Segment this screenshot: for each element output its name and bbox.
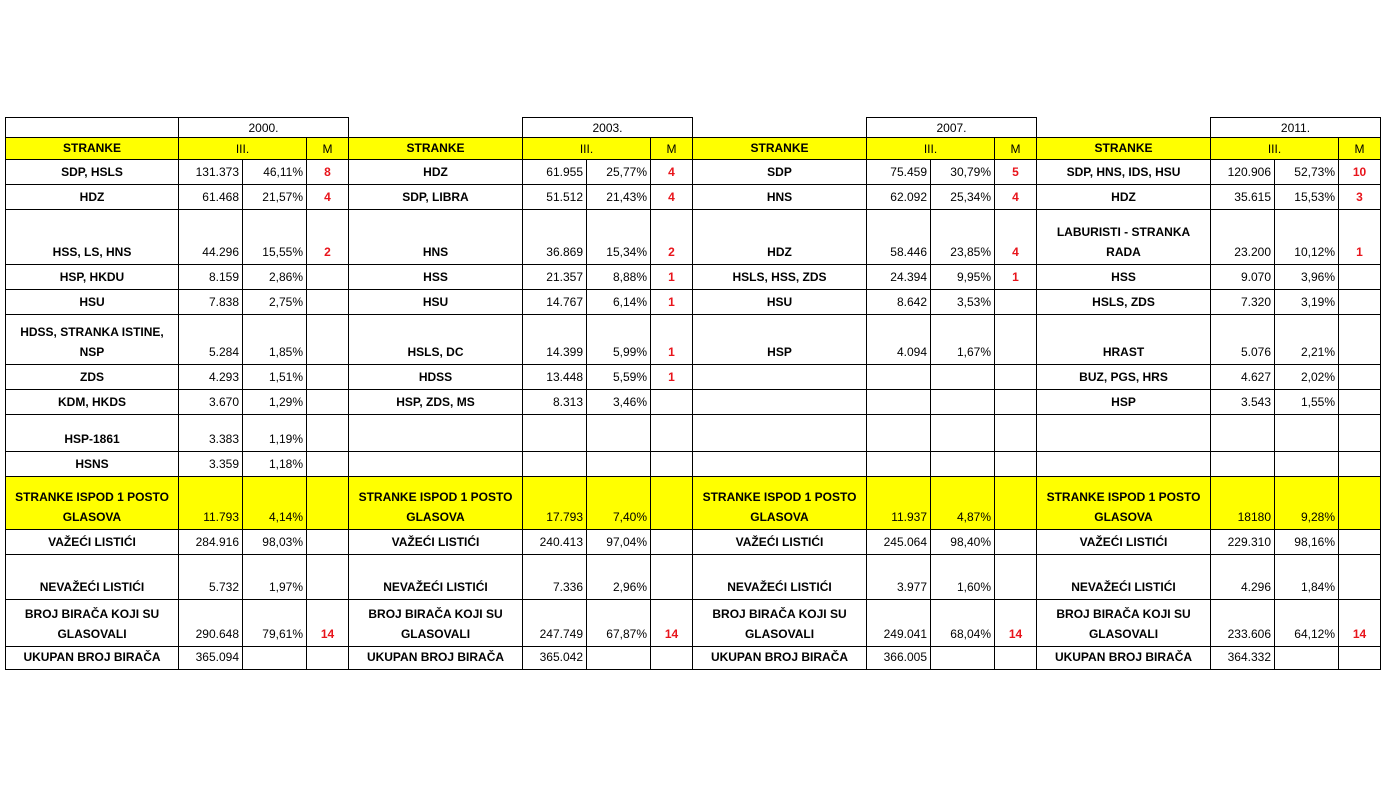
summary-below-label: STRANKE ISPOD 1 POSTO GLASOVA: [1037, 477, 1211, 530]
party-percent: 21,57%: [243, 185, 307, 210]
summary-valid-label: VAŽEĆI LISTIĆI: [1037, 530, 1211, 555]
party-seats: [1339, 290, 1381, 315]
party-percent: 10,12%: [1275, 210, 1339, 265]
summary-voted-percent: 79,61%: [243, 600, 307, 647]
party-name: HSP: [1037, 390, 1211, 415]
party-votes: 58.446: [867, 210, 931, 265]
party-name: [693, 452, 867, 477]
party-seats: [651, 390, 693, 415]
party-percent: 1,67%: [931, 315, 995, 365]
party-seats: 5: [995, 160, 1037, 185]
party-name: HSP, HKDU: [5, 265, 179, 290]
summary-valid-percent: 98,03%: [243, 530, 307, 555]
party-seats: 2: [307, 210, 349, 265]
summary-invalid-percent: 2,96%: [587, 555, 651, 600]
summary-valid-label: VAŽEĆI LISTIĆI: [5, 530, 179, 555]
summary-total-label: UKUPAN BROJ BIRAČA: [1037, 647, 1211, 670]
party-name: [349, 415, 523, 452]
party-seats: [307, 315, 349, 365]
party-percent: 9,95%: [931, 265, 995, 290]
party-name: HDZ: [349, 160, 523, 185]
summary-invalid-percent: 1,97%: [243, 555, 307, 600]
party-seats: 1: [651, 290, 693, 315]
party-seats: [307, 452, 349, 477]
party-name: HDSS: [349, 365, 523, 390]
summary-voted-seats: 14: [995, 600, 1037, 647]
party-seats: [995, 315, 1037, 365]
party-votes: 51.512: [523, 185, 587, 210]
party-seats: 4: [995, 185, 1037, 210]
party-percent: 8,88%: [587, 265, 651, 290]
column-header-m: M: [1339, 138, 1381, 160]
party-percent: 1,29%: [243, 390, 307, 415]
party-percent: 23,85%: [931, 210, 995, 265]
party-votes: 13.448: [523, 365, 587, 390]
party-percent: 1,51%: [243, 365, 307, 390]
summary-total-votes: 364.332: [1211, 647, 1275, 670]
summary-below-votes: 11.793: [179, 477, 243, 530]
summary-voted-votes: 247.749: [523, 600, 587, 647]
party-votes: [867, 415, 931, 452]
party-votes: 8.313: [523, 390, 587, 415]
party-seats: 1: [651, 315, 693, 365]
summary-total-percent: [931, 647, 995, 670]
column-header-iii: III.: [867, 138, 995, 160]
party-percent: 15,55%: [243, 210, 307, 265]
summary-valid-seats: [995, 530, 1037, 555]
party-percent: [931, 452, 995, 477]
summary-invalid-votes: 5.732: [179, 555, 243, 600]
summary-total-seats: [651, 647, 693, 670]
column-header-iii: III.: [1211, 138, 1339, 160]
summary-total-percent: [1275, 647, 1339, 670]
party-percent: 6,14%: [587, 290, 651, 315]
party-votes: 3.383: [179, 415, 243, 452]
party-percent: 3,53%: [931, 290, 995, 315]
summary-below-seats: [651, 477, 693, 530]
column-header-iii: III.: [179, 138, 307, 160]
party-votes: 8.642: [867, 290, 931, 315]
party-name: HSLS, DC: [349, 315, 523, 365]
summary-invalid-seats: [1339, 555, 1381, 600]
party-name: [1037, 415, 1211, 452]
year-header-1: 2003.: [523, 117, 693, 138]
party-votes: 120.906: [1211, 160, 1275, 185]
party-name: HRAST: [1037, 315, 1211, 365]
summary-below-percent: 4,87%: [931, 477, 995, 530]
party-seats: 4: [651, 185, 693, 210]
summary-invalid-label: NEVAŽEĆI LISTIĆI: [693, 555, 867, 600]
summary-invalid-seats: [995, 555, 1037, 600]
column-header-stranke: STRANKE: [349, 138, 523, 160]
summary-total-seats: [307, 647, 349, 670]
party-seats: 1: [1339, 210, 1381, 265]
party-seats: 4: [651, 160, 693, 185]
summary-valid-percent: 98,16%: [1275, 530, 1339, 555]
party-votes: 36.869: [523, 210, 587, 265]
party-votes: [867, 452, 931, 477]
summary-total-votes: 365.042: [523, 647, 587, 670]
party-name: SDP, HNS, IDS, HSU: [1037, 160, 1211, 185]
summary-below-seats: [1339, 477, 1381, 530]
party-seats: [307, 415, 349, 452]
party-percent: 2,86%: [243, 265, 307, 290]
party-seats: 8: [307, 160, 349, 185]
party-votes: 7.838: [179, 290, 243, 315]
column-header-m: M: [651, 138, 693, 160]
column-header-stranke: STRANKE: [5, 138, 179, 160]
column-header-m: M: [307, 138, 349, 160]
party-votes: 5.076: [1211, 315, 1275, 365]
party-votes: [1211, 452, 1275, 477]
summary-voted-label: BROJ BIRAČA KOJI SU GLASOVALI: [693, 600, 867, 647]
year-header-spacer: [349, 117, 523, 138]
party-votes: 44.296: [179, 210, 243, 265]
summary-below-label: STRANKE ISPOD 1 POSTO GLASOVA: [5, 477, 179, 530]
summary-total-label: UKUPAN BROJ BIRAČA: [5, 647, 179, 670]
summary-voted-percent: 64,12%: [1275, 600, 1339, 647]
summary-total-percent: [243, 647, 307, 670]
party-percent: 1,55%: [1275, 390, 1339, 415]
party-percent: 2,02%: [1275, 365, 1339, 390]
summary-voted-label: BROJ BIRAČA KOJI SU GLASOVALI: [5, 600, 179, 647]
party-name: HSU: [693, 290, 867, 315]
party-seats: [307, 265, 349, 290]
party-seats: [651, 452, 693, 477]
party-votes: 3.543: [1211, 390, 1275, 415]
summary-total-percent: [587, 647, 651, 670]
summary-voted-votes: 249.041: [867, 600, 931, 647]
party-seats: [1339, 315, 1381, 365]
summary-valid-seats: [1339, 530, 1381, 555]
summary-invalid-label: NEVAŽEĆI LISTIĆI: [5, 555, 179, 600]
party-seats: [307, 390, 349, 415]
party-percent: 1,19%: [243, 415, 307, 452]
summary-voted-label: BROJ BIRAČA KOJI SU GLASOVALI: [349, 600, 523, 647]
party-seats: [995, 415, 1037, 452]
summary-invalid-votes: 7.336: [523, 555, 587, 600]
party-percent: [1275, 452, 1339, 477]
party-votes: 14.767: [523, 290, 587, 315]
party-name: HSS, LS, HNS: [5, 210, 179, 265]
summary-invalid-seats: [307, 555, 349, 600]
party-seats: 3: [1339, 185, 1381, 210]
party-seats: [1339, 415, 1381, 452]
party-votes: [523, 452, 587, 477]
summary-total-votes: 365.094: [179, 647, 243, 670]
party-votes: 61.955: [523, 160, 587, 185]
year-header-2: 2007.: [867, 117, 1037, 138]
party-percent: 52,73%: [1275, 160, 1339, 185]
party-percent: 21,43%: [587, 185, 651, 210]
party-percent: 1,18%: [243, 452, 307, 477]
party-name: [693, 415, 867, 452]
party-percent: 15,34%: [587, 210, 651, 265]
summary-below-percent: 9,28%: [1275, 477, 1339, 530]
party-name: HDZ: [693, 210, 867, 265]
party-name: [693, 365, 867, 390]
party-name: LABURISTI - STRANKA RADA: [1037, 210, 1211, 265]
party-seats: [1339, 390, 1381, 415]
party-name: HSP: [693, 315, 867, 365]
summary-invalid-label: NEVAŽEĆI LISTIĆI: [1037, 555, 1211, 600]
summary-below-votes: 17.793: [523, 477, 587, 530]
column-header-m: M: [995, 138, 1037, 160]
party-percent: 3,46%: [587, 390, 651, 415]
party-name: HSU: [5, 290, 179, 315]
summary-voted-votes: 290.648: [179, 600, 243, 647]
summary-invalid-seats: [651, 555, 693, 600]
party-votes: 5.284: [179, 315, 243, 365]
party-percent: 15,53%: [1275, 185, 1339, 210]
summary-total-votes: 366.005: [867, 647, 931, 670]
party-votes: 62.092: [867, 185, 931, 210]
year-header-spacer: [1037, 117, 1211, 138]
party-votes: [867, 365, 931, 390]
summary-voted-label: BROJ BIRAČA KOJI SU GLASOVALI: [1037, 600, 1211, 647]
year-header-0: 2000.: [179, 117, 349, 138]
party-name: [349, 452, 523, 477]
summary-total-label: UKUPAN BROJ BIRAČA: [349, 647, 523, 670]
party-seats: 4: [995, 210, 1037, 265]
party-name: SDP: [693, 160, 867, 185]
party-seats: [995, 452, 1037, 477]
summary-valid-votes: 245.064: [867, 530, 931, 555]
summary-valid-votes: 240.413: [523, 530, 587, 555]
party-name: HSLS, ZDS: [1037, 290, 1211, 315]
party-percent: [587, 452, 651, 477]
summary-invalid-votes: 4.296: [1211, 555, 1275, 600]
party-votes: 3.670: [179, 390, 243, 415]
summary-valid-percent: 98,40%: [931, 530, 995, 555]
party-percent: 3,19%: [1275, 290, 1339, 315]
party-seats: [995, 290, 1037, 315]
party-votes: 4.094: [867, 315, 931, 365]
summary-valid-seats: [307, 530, 349, 555]
party-votes: 61.468: [179, 185, 243, 210]
party-votes: 35.615: [1211, 185, 1275, 210]
party-percent: [931, 415, 995, 452]
summary-invalid-percent: 1,60%: [931, 555, 995, 600]
summary-total-seats: [1339, 647, 1381, 670]
party-name: KDM, HKDS: [5, 390, 179, 415]
summary-below-label: STRANKE ISPOD 1 POSTO GLASOVA: [693, 477, 867, 530]
party-name: HSS: [349, 265, 523, 290]
party-votes: 14.399: [523, 315, 587, 365]
party-seats: [995, 390, 1037, 415]
summary-invalid-votes: 3.977: [867, 555, 931, 600]
party-name: HDZ: [1037, 185, 1211, 210]
year-header-spacer: [5, 117, 179, 138]
summary-voted-seats: 14: [651, 600, 693, 647]
summary-below-seats: [995, 477, 1037, 530]
party-votes: 4.627: [1211, 365, 1275, 390]
party-name: HNS: [693, 185, 867, 210]
party-percent: 5,99%: [587, 315, 651, 365]
summary-voted-seats: 14: [307, 600, 349, 647]
party-name: BUZ, PGS, HRS: [1037, 365, 1211, 390]
summary-voted-percent: 68,04%: [931, 600, 995, 647]
party-name: HSLS, HSS, ZDS: [693, 265, 867, 290]
summary-below-seats: [307, 477, 349, 530]
party-seats: 10: [1339, 160, 1381, 185]
party-name: HDSS, STRANKA ISTINE, NSP: [5, 315, 179, 365]
party-seats: 4: [307, 185, 349, 210]
party-votes: [523, 415, 587, 452]
summary-below-label: STRANKE ISPOD 1 POSTO GLASOVA: [349, 477, 523, 530]
summary-valid-seats: [651, 530, 693, 555]
party-percent: 25,34%: [931, 185, 995, 210]
party-name: HNS: [349, 210, 523, 265]
party-percent: 46,11%: [243, 160, 307, 185]
column-header-stranke: STRANKE: [693, 138, 867, 160]
party-seats: [1339, 265, 1381, 290]
party-percent: [931, 365, 995, 390]
party-name: ZDS: [5, 365, 179, 390]
party-name: SDP, LIBRA: [349, 185, 523, 210]
summary-valid-votes: 284.916: [179, 530, 243, 555]
party-percent: 3,96%: [1275, 265, 1339, 290]
party-name: [693, 390, 867, 415]
party-seats: [307, 290, 349, 315]
party-votes: 3.359: [179, 452, 243, 477]
party-seats: [307, 365, 349, 390]
party-name: HSP-1861: [5, 415, 179, 452]
party-name: HSS: [1037, 265, 1211, 290]
summary-below-percent: 7,40%: [587, 477, 651, 530]
party-votes: 4.293: [179, 365, 243, 390]
party-name: HSNS: [5, 452, 179, 477]
summary-voted-seats: 14: [1339, 600, 1381, 647]
summary-invalid-percent: 1,84%: [1275, 555, 1339, 600]
summary-valid-percent: 97,04%: [587, 530, 651, 555]
column-header-stranke: STRANKE: [1037, 138, 1211, 160]
party-name: HSU: [349, 290, 523, 315]
party-seats: 2: [651, 210, 693, 265]
party-votes: 8.159: [179, 265, 243, 290]
summary-valid-votes: 229.310: [1211, 530, 1275, 555]
summary-invalid-label: NEVAŽEĆI LISTIĆI: [349, 555, 523, 600]
party-votes: 7.320: [1211, 290, 1275, 315]
party-seats: 1: [651, 265, 693, 290]
party-seats: [651, 415, 693, 452]
party-votes: 75.459: [867, 160, 931, 185]
party-percent: 5,59%: [587, 365, 651, 390]
column-header-iii: III.: [523, 138, 651, 160]
summary-valid-label: VAŽEĆI LISTIĆI: [349, 530, 523, 555]
party-seats: 1: [995, 265, 1037, 290]
party-votes: 21.357: [523, 265, 587, 290]
party-seats: 1: [651, 365, 693, 390]
party-name: [1037, 452, 1211, 477]
summary-valid-label: VAŽEĆI LISTIĆI: [693, 530, 867, 555]
party-seats: [1339, 452, 1381, 477]
party-votes: 9.070: [1211, 265, 1275, 290]
party-votes: [1211, 415, 1275, 452]
party-seats: [1339, 365, 1381, 390]
party-percent: [1275, 415, 1339, 452]
year-header-spacer: [693, 117, 867, 138]
party-percent: 1,85%: [243, 315, 307, 365]
year-header-3: 2011.: [1211, 117, 1381, 138]
party-percent: 25,77%: [587, 160, 651, 185]
party-votes: 23.200: [1211, 210, 1275, 265]
party-name: HDZ: [5, 185, 179, 210]
party-votes: 131.373: [179, 160, 243, 185]
party-percent: [587, 415, 651, 452]
summary-below-percent: 4,14%: [243, 477, 307, 530]
party-percent: 30,79%: [931, 160, 995, 185]
party-votes: [867, 390, 931, 415]
summary-total-seats: [995, 647, 1037, 670]
summary-voted-percent: 67,87%: [587, 600, 651, 647]
party-votes: 24.394: [867, 265, 931, 290]
party-percent: 2,75%: [243, 290, 307, 315]
summary-below-votes: 11.937: [867, 477, 931, 530]
summary-total-label: UKUPAN BROJ BIRAČA: [693, 647, 867, 670]
summary-voted-votes: 233.606: [1211, 600, 1275, 647]
summary-below-votes: 18180: [1211, 477, 1275, 530]
party-name: HSP, ZDS, MS: [349, 390, 523, 415]
party-seats: [995, 365, 1037, 390]
party-percent: [931, 390, 995, 415]
party-name: SDP, HSLS: [5, 160, 179, 185]
party-percent: 2,21%: [1275, 315, 1339, 365]
